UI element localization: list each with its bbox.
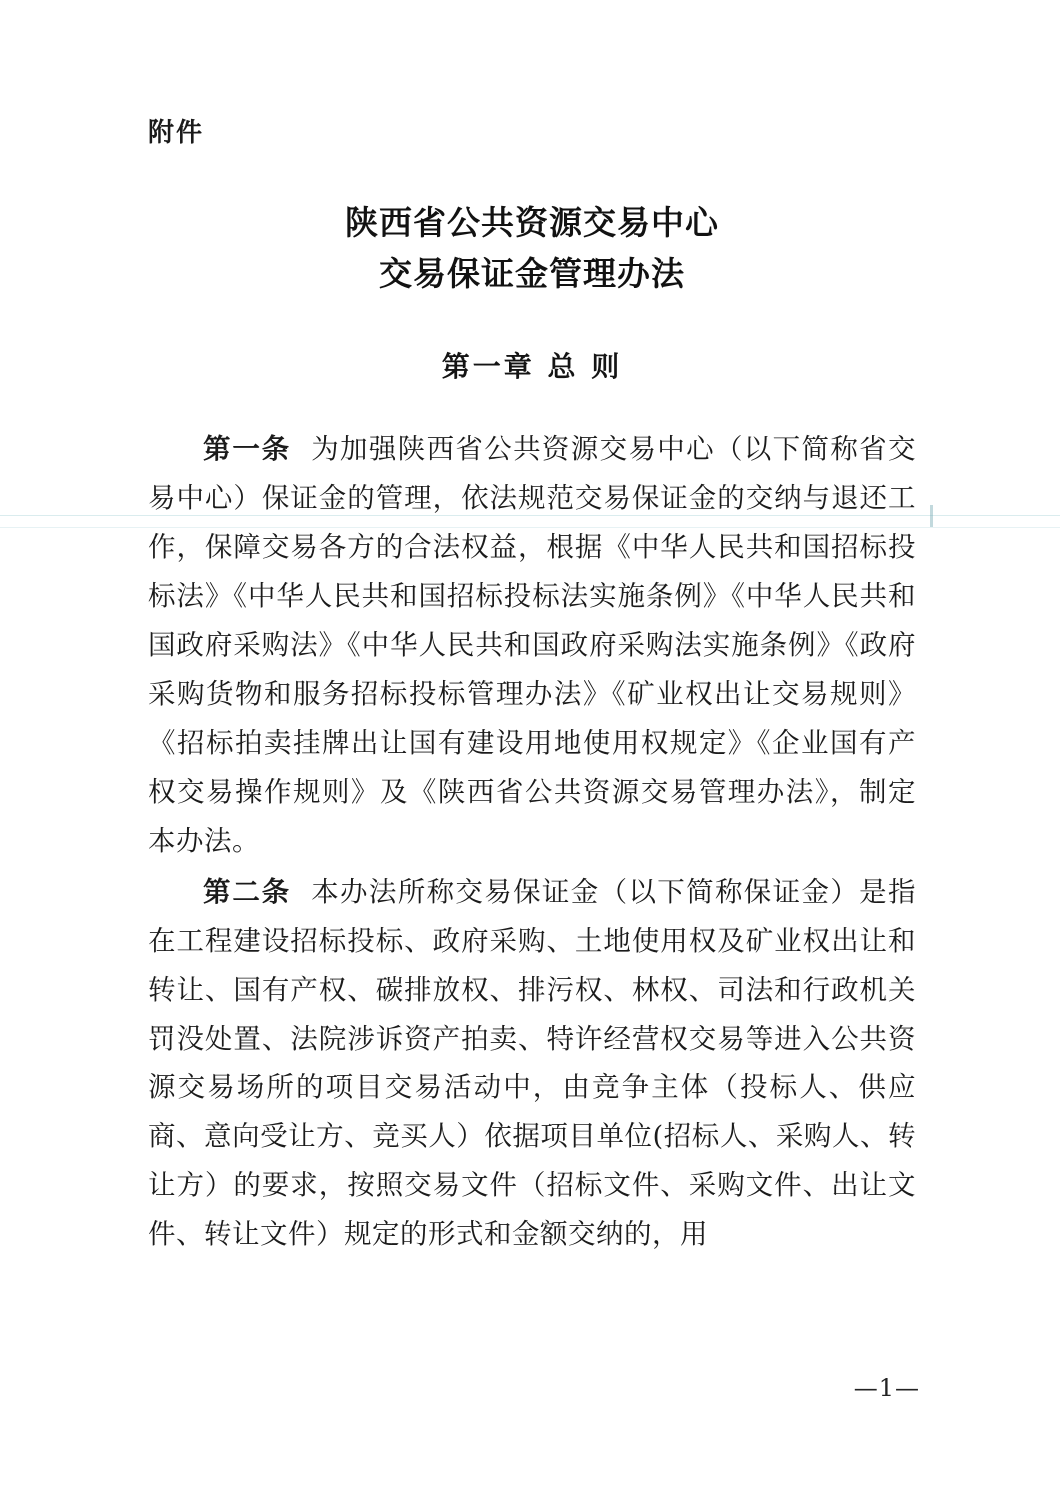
chapter-heading: 第一章 总 则	[441, 350, 623, 384]
scan-artifact-speck	[930, 505, 933, 527]
article-number: 第二条	[203, 875, 292, 908]
document-content	[148, 0, 916, 1259]
document-title	[148, 197, 916, 299]
article-number: 第一条	[203, 433, 292, 466]
document-body	[148, 425, 916, 1259]
article-paragraph	[148, 868, 916, 1260]
article-spacer	[291, 876, 311, 908]
page-number: —1—	[853, 1374, 920, 1402]
document-title-line-2: 交易保证金管理办法	[379, 254, 685, 294]
article-text: 为加强陕西省公共资源交易中心（以下简称省交易中心）保证金的管理，依法规范交易保证金的交纳与退还工作，保障交易各方的合法权益，根据《中华人民共和国招标投标法》《中华人民共和国招标投标法实施条例》《中华人民共和国政府采购法》《中华人民共和国政府采购法实施条例》《政府采购货物和服务招标投标管理办法》《矿业权出让交易规则》《招标拍卖挂牌出让国有建设用地使用权规定》《企业国有产权交易操作规则》及《陕西省公共资源交易管理办法》，制定本办法。	[148, 433, 917, 857]
attachment-label: 附件	[148, 118, 205, 148]
document-title-line-1: 陕西省公共资源交易中心	[345, 203, 719, 242]
article-text: 本办法所称交易保证金（以下简称保证金）是指在工程建设招标投标、政府采购、土地使用权及矿业权出让和转让、国有产权、碳排放权、排污权、林权、司法和行政机关罚没处置、法院涉诉资产拍卖、特许经营权交易等进入公共资源交易场所的项目交易活动中，由竞争主体（投标人、供应商、意向受让方、竞买人）依据项目单位(招标人、采购人、转让方）的要求，按照交易文件（招标文件、采购文件、出让文件、转让文件）规定的形式和金额交纳的，用	[148, 875, 917, 1251]
article-paragraph	[148, 425, 916, 865]
article-spacer	[291, 433, 311, 465]
